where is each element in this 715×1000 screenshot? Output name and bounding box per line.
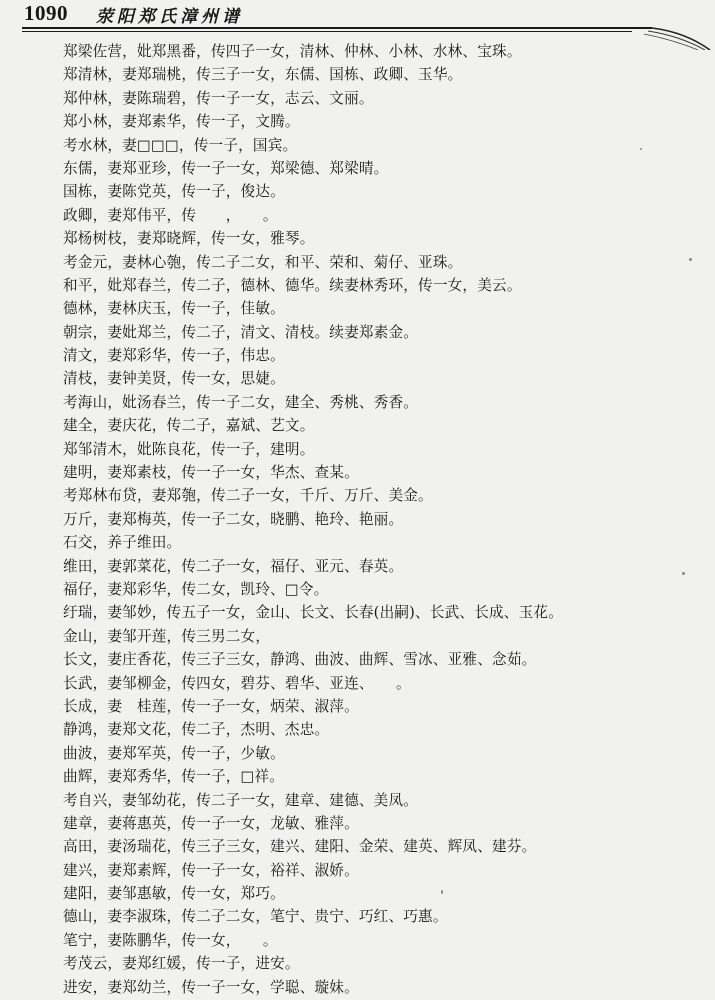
genealogy-line: 清文，妻郑彩华，传一子，伟忠。 [63, 347, 285, 365]
genealogy-line: 考茂云，妻郑红媛，传一子，进安。 [63, 955, 300, 973]
genealogy-line: 考自兴，妻邹幼花，传二子一女，建章、建德、美凤。 [63, 791, 419, 809]
genealogy-entries [63, 40, 708, 999]
genealogy-line: 考金元，妻林心匏，传二子二女，和平、荣和、菊仔、亚珠。 [63, 253, 463, 271]
genealogy-line: 静鸿，妻郑文花，传二子，杰明、杰忠。 [63, 721, 330, 739]
genealogy-line: 建全，妻庆花，传二子，嘉斌、艺文。 [63, 417, 315, 435]
genealogy-line: 建兴，妻郑素辉，传一子一女，裕祥、淑娇。 [63, 861, 359, 879]
scan-speck [682, 572, 685, 575]
header-rule [22, 27, 652, 29]
genealogy-line: 郑清林，妻郑瑞桃，传三子一女，东儒、国栋、政卿、玉华。 [63, 66, 463, 84]
page-number: 1090 [24, 1, 68, 25]
genealogy-line: 郑邹清木，妣陈良花，传一子，建明。 [63, 440, 315, 458]
genealogy-line: 曲辉，妻郑秀华，传一子，□祥。 [63, 768, 285, 786]
genealogy-line: 政卿，妻郑伟平，传 ， 。 [63, 206, 278, 224]
genealogy-line: 考海山，妣汤春兰，传一子二女，建全、秀桃、秀香。 [63, 393, 419, 411]
genealogy-line: 长文，妻庄香花，传三子三女，静鸿、曲波、曲辉、雪冰、亚雅、念茹。 [63, 651, 537, 669]
scan-speck [441, 890, 443, 894]
genealogy-line: 建章，妻蒋惠英，传一子一女，龙敏、雅萍。 [63, 814, 359, 832]
genealogy-line: 福仔，妻郑彩华，传二女，凯玲、□令。 [63, 580, 329, 598]
page-header [0, 0, 715, 40]
book-title: 荥阳郑氏漳州谱 [96, 7, 243, 27]
genealogy-line: 朝宗，妻妣郑兰，传二子，清文、清枝。续妻郑素金。 [63, 323, 419, 341]
genealogy-line: 纡瑞，妻邹妙，传五子一女，金山、长文、长春(出嗣)、长武、长成、玉花。 [63, 604, 563, 622]
genealogy-line: 高田，妻汤瑞花，传三子三女，建兴、建阳、金荣、建英、辉凤、建芬。 [63, 838, 537, 856]
scan-speck [689, 258, 692, 261]
genealogy-line: 郑梁佐营，妣郑黑番，传四子一女，清林、仲林、小林、水林、宝珠。 [63, 43, 522, 60]
genealogy-line: 东儒，妻郑亚珍，传一子一女，郑梁德、郑梁晴。 [63, 159, 389, 177]
genealogy-line: 德林，妻林庆玉，传一子，佳敏。 [63, 300, 285, 318]
genealogy-line: 建阳，妻邹惠敏，传一女，郑巧。 [63, 885, 285, 903]
genealogy-line: 长成，妻 桂莲，传一子一女，炳荣、淑萍。 [63, 697, 359, 715]
genealogy-line: 曲波，妻郑军英，传一子，少敏。 [63, 744, 285, 762]
scan-speck [640, 148, 642, 150]
genealogy-line: 笔宁，妻陈鹏华，传一女， 。 [63, 931, 278, 949]
genealogy-line: 维田，妻郭菜花，传二子一女，福仔、亚元、春英。 [63, 557, 404, 575]
genealogy-line: 建明，妻郑素枝，传一子一女，华杰、查某。 [63, 464, 359, 482]
genealogy-line: 长武，妻邹柳金，传四女，碧芬、碧华、亚连、 。 [63, 674, 411, 692]
genealogy-line: 万斤，妻郑梅英，传一子二女，晓鹏、艳玲、艳丽。 [63, 510, 404, 528]
header-rule-thin [22, 31, 632, 32]
genealogy-line: 考水林，妻□□□，传一子，国宾。 [63, 136, 298, 154]
genealogy-line: 国栋，妻陈党英，传一子，俊达。 [63, 183, 285, 201]
genealogy-line: 德山，妻李淑珠，传二子二女，笔宁、贵宁、巧红、巧惠。 [63, 908, 448, 926]
genealogy-line: 金山，妻邹开莲，传三男二女， [63, 627, 271, 645]
genealogy-line: 石交，养子维田。 [63, 534, 182, 552]
genealogy-line: 郑杨树枝，妻郑晓辉，传一女，雅琴。 [63, 230, 315, 248]
genealogy-line: 进安，妻郑幼兰，传一子一女，学聪、璇妹。 [63, 978, 359, 996]
genealogy-line: 和平，妣郑春兰，传二子，德林、德华。续妻林秀环，传一女，美云。 [63, 276, 522, 294]
genealogy-line: 郑仲林，妻陈瑞碧，传一子一女，志云、文丽。 [63, 89, 374, 107]
genealogy-line: 清枝，妻钟美贤，传一女，思婕。 [63, 370, 285, 388]
genealogy-line: 郑小林，妻郑素华，传一子，文腾。 [63, 113, 300, 131]
genealogy-line: 考郑林布贷，妻郑匏，传二子一女，千斤、万斤、美金。 [63, 487, 433, 505]
